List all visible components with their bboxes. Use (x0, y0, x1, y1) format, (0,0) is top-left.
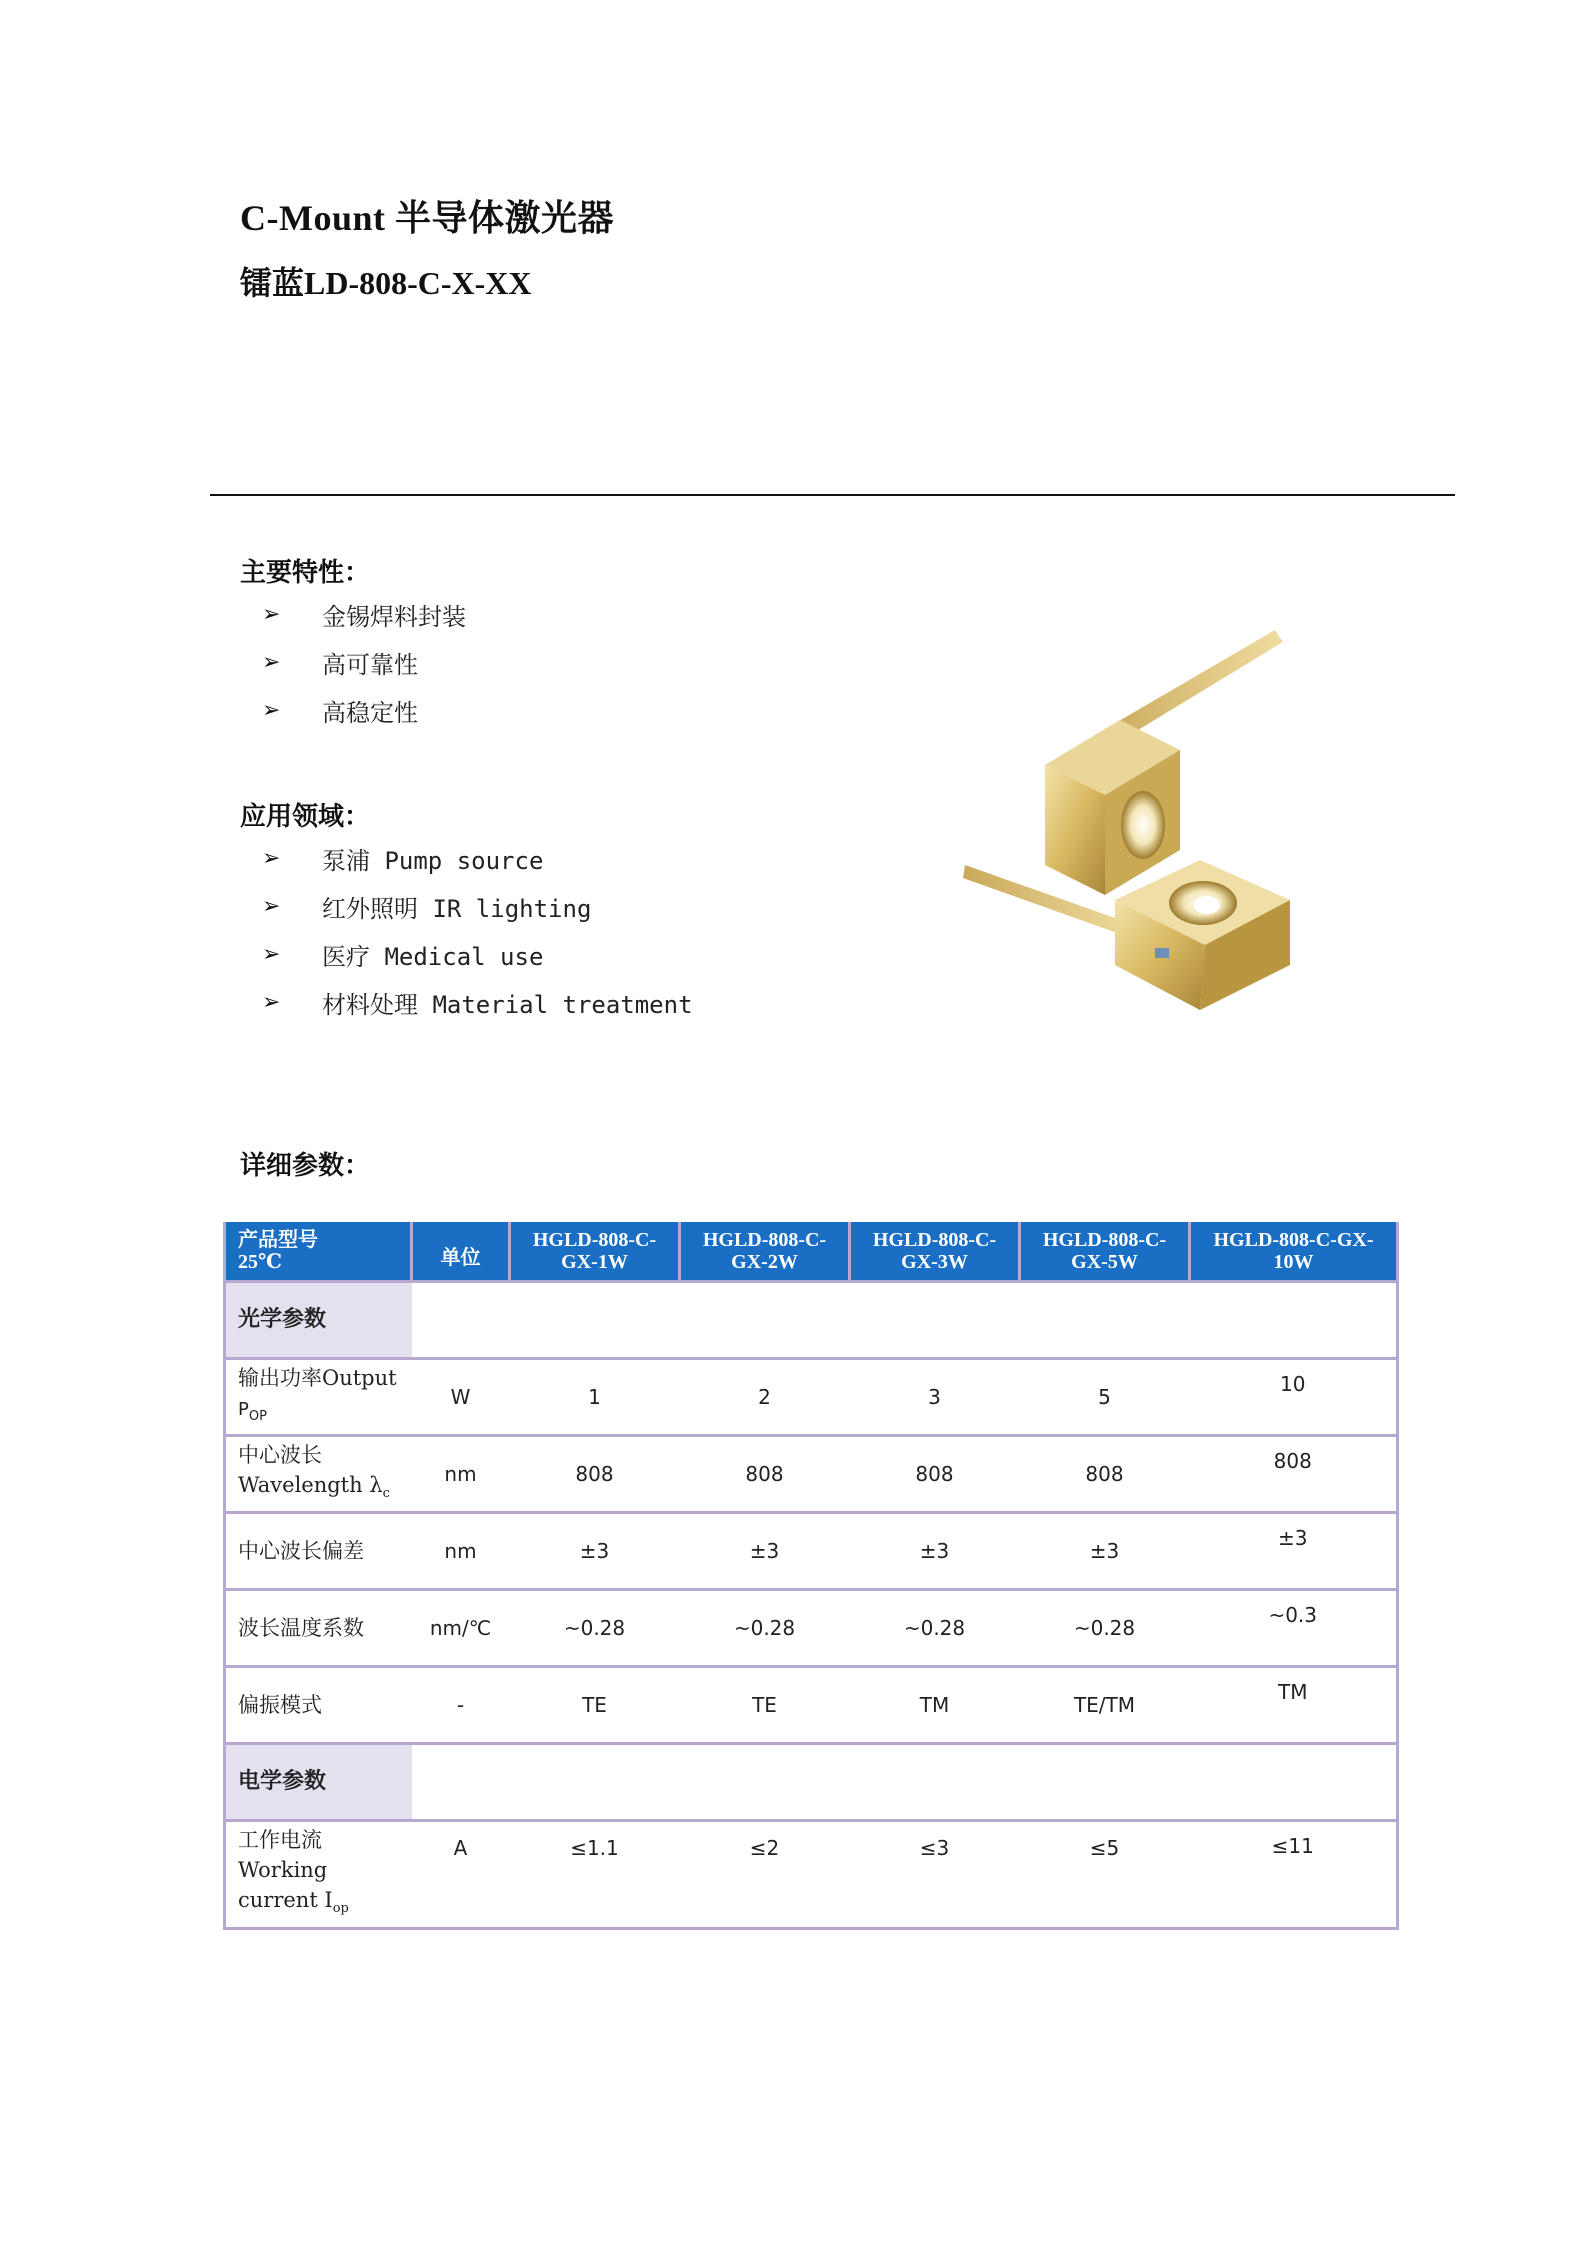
row-label: 波长温度系数 (225, 1590, 412, 1667)
row-label: 偏振模式 (225, 1667, 412, 1744)
table-row (225, 1821, 1398, 1929)
table-cell: 1 (510, 1359, 680, 1436)
table-cell: ≤3 (850, 1821, 1020, 1929)
table-cell: 5 (1020, 1359, 1190, 1436)
arrow-bullet-icon: ➢ (262, 697, 281, 723)
table-cell: TM (1190, 1667, 1398, 1744)
list-item: ➢ 高可靠性 (262, 649, 418, 679)
unit-cell: nm (412, 1436, 510, 1513)
table-cell: 2 (680, 1359, 850, 1436)
table-cell: TE (510, 1667, 680, 1744)
table-cell: ±3 (1020, 1513, 1190, 1590)
group-label: 电学参数 (225, 1744, 412, 1821)
row-label: 中心波长偏差 (225, 1513, 412, 1590)
list-item: ➢ 泵浦 Pump source (262, 845, 544, 875)
table-cell: ≤2 (680, 1821, 850, 1929)
table-cell: 808 (1190, 1436, 1398, 1513)
table-cell: TE (680, 1667, 850, 1744)
table-cell: ≤11 (1190, 1821, 1398, 1929)
table-cell: 3 (850, 1359, 1020, 1436)
table-row (225, 1436, 1398, 1513)
arrow-bullet-icon: ➢ (262, 941, 281, 967)
header-unit-cell: 单位 (412, 1222, 510, 1282)
list-item: ➢ 金锡焊料封装 (262, 601, 466, 631)
product-photo (945, 620, 1305, 1010)
spec-table (223, 1222, 1399, 1930)
document-subtitle: 镭蓝LD-808-C-X-XX (240, 265, 532, 301)
table-cell: ~0.3 (1190, 1590, 1398, 1667)
list-item: ➢ 医疗 Medical use (262, 941, 544, 971)
list-item: ➢ 红外照明 IR lighting (262, 893, 592, 923)
table-cell: ~0.28 (510, 1590, 680, 1667)
document-title: C-Mount 半导体激光器 (240, 198, 614, 238)
table-cell: 808 (510, 1436, 680, 1513)
table-cell: 808 (680, 1436, 850, 1513)
table-cell: ~0.28 (850, 1590, 1020, 1667)
group-label: 光学参数 (225, 1282, 412, 1359)
list-item: ➢ 高稳定性 (262, 697, 418, 727)
table-cell: ~0.28 (680, 1590, 850, 1667)
arrow-bullet-icon: ➢ (262, 845, 281, 871)
table-cell: TM (850, 1667, 1020, 1744)
row-label: 输出功率Output $P_{OP}$ (225, 1359, 412, 1436)
table-row (225, 1513, 1398, 1590)
list-item: ➢ 材料处理 Material treatment (262, 989, 693, 1019)
table-row (225, 1667, 1398, 1744)
header-model-cell: 产品型号 25℃ (225, 1222, 412, 1282)
arrow-bullet-icon: ➢ (262, 893, 281, 919)
table-cell: ≤1.1 (510, 1821, 680, 1929)
header-model-2w: HGLD-808-C-GX-2W (680, 1222, 850, 1282)
features-list (262, 590, 466, 734)
header-model-3w: HGLD-808-C-GX-3W (850, 1222, 1020, 1282)
arrow-bullet-icon: ➢ (262, 989, 281, 1015)
applications-list (262, 834, 693, 1026)
horizontal-divider (210, 494, 1455, 496)
unit-cell: A (412, 1821, 510, 1929)
arrow-bullet-icon: ➢ (262, 601, 281, 627)
header-model-5w: HGLD-808-C-GX-5W (1020, 1222, 1190, 1282)
table-cell: ±3 (1190, 1513, 1398, 1590)
group-row-electrical (225, 1744, 1398, 1821)
table-cell: ≤5 (1020, 1821, 1190, 1929)
unit-cell: nm/℃ (412, 1590, 510, 1667)
unit-cell: nm (412, 1513, 510, 1590)
table-row (225, 1590, 1398, 1667)
unit-cell: W (412, 1359, 510, 1436)
table-cell: ±3 (510, 1513, 680, 1590)
table-cell: 808 (850, 1436, 1020, 1513)
header-model-1w: HGLD-808-C-GX-1W (510, 1222, 680, 1282)
group-row-optical (225, 1282, 1398, 1359)
header-model-10w: HGLD-808-C-GX-10W (1190, 1222, 1398, 1282)
features-heading: 主要特性： (240, 558, 371, 588)
unit-cell: - (412, 1667, 510, 1744)
table-cell: ±3 (850, 1513, 1020, 1590)
table-cell: ±3 (680, 1513, 850, 1590)
arrow-bullet-icon: ➢ (262, 649, 281, 675)
table-cell: 10 (1190, 1359, 1398, 1436)
table-row (225, 1359, 1398, 1436)
applications-heading: 应用领域： (240, 802, 371, 832)
row-label: 工作电流 Working current $I_{op}$ (225, 1821, 412, 1929)
table-cell: 808 (1020, 1436, 1190, 1513)
row-label: 中心波长 Wavelength $\lambda_c$ (225, 1436, 412, 1513)
table-cell: ~0.28 (1020, 1590, 1190, 1667)
table-cell: TE/TM (1020, 1667, 1190, 1744)
params-heading: 详细参数： (240, 1151, 371, 1181)
table-header-row (225, 1222, 1398, 1282)
